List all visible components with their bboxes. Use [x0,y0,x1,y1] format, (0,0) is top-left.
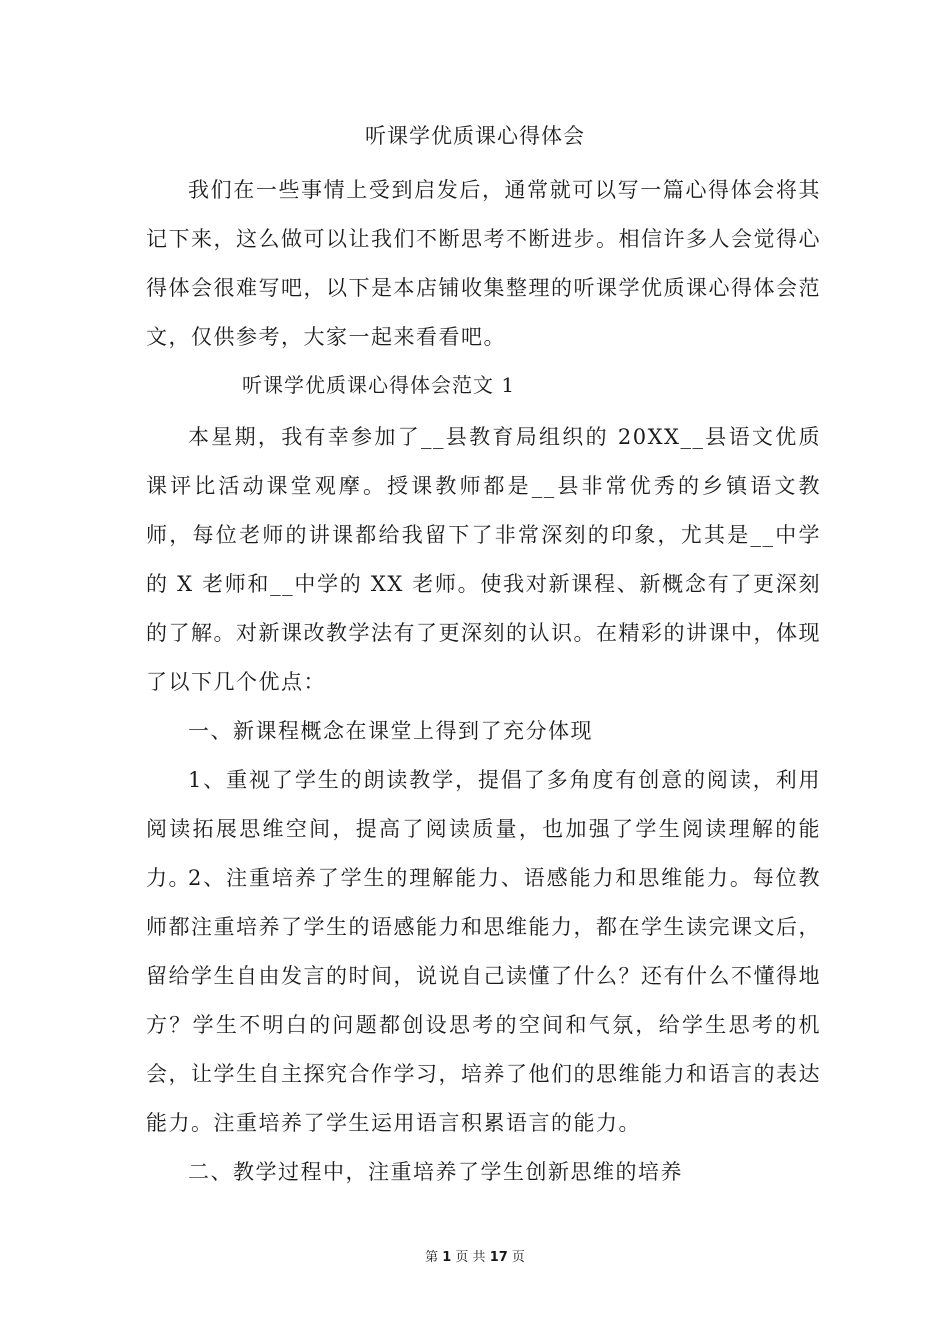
document-title: 听课学优质课心得体会 [365,124,585,148]
footer-suffix: 页 [511,1250,525,1265]
section-heading-2: 二、教学过程中，注重培养了学生创新思维的培养 [188,1160,683,1184]
intro-paragraph: 我们在一些事情上受到启发后，通常就可以写一篇心得体会将其记下来，这么做可以让我们不断思考不断进步。相信许多人会觉得心得体会很难写吧，以下是本店铺收集整理的听课学优质课心得体会范文，仅供参考，大家一起来看看吧。 [146,178,821,349]
footer-page-number: 1 [442,1250,452,1265]
section-subtitle: 听课学优质课心得体会范文 1 [242,373,516,397]
footer-prefix: 第 [425,1250,439,1265]
footer-middle: 页 共 [455,1250,486,1265]
body-paragraph-3: 2、注重培养了学生的理解能力、语感能力和思维能力。每位教师都注重培养了学生的语感能力和思维能力，都在学生读完课文后，留给学生自由发言的时间，说说自己读懂了什么？还有什么不懂得地方？学生不明白的问题都创设思考的空间和气氛，给学生思考的机会，让学生自主探究合作学习，培养了他们的思维能力和语言的表达能力。注重培养了学生运用语言积累语言的能力。 [146,866,821,1135]
page-footer [0,1248,950,1268]
footer-total-pages: 17 [489,1250,508,1265]
body-paragraph-1: 本星期，我有幸参加了__县教育局组织的 20XX__县语文优质课评比活动课堂观摩。授课教师都是__县非常优秀的乡镇语文教师，每位老师的讲课都给我留下了非常深刻的印象，尤其是__中学的 X 老师和__中学的 XX 老师。使我对新课程、新概念有了更深刻的了解。对新课改教学法有了更深刻的认识。在精彩的讲课中，体现了以下几个优点： [146,425,821,694]
section-heading-1: 一、新课程概念在课堂上得到了充分体现 [188,719,593,743]
body-paragraph-2: 1、重视了学生的朗读教学，提倡了多角度有创意的阅读，利用阅读拓展思维空间，提高了阅读质量，也加强了学生阅读理解的能力。 [146,768,821,890]
